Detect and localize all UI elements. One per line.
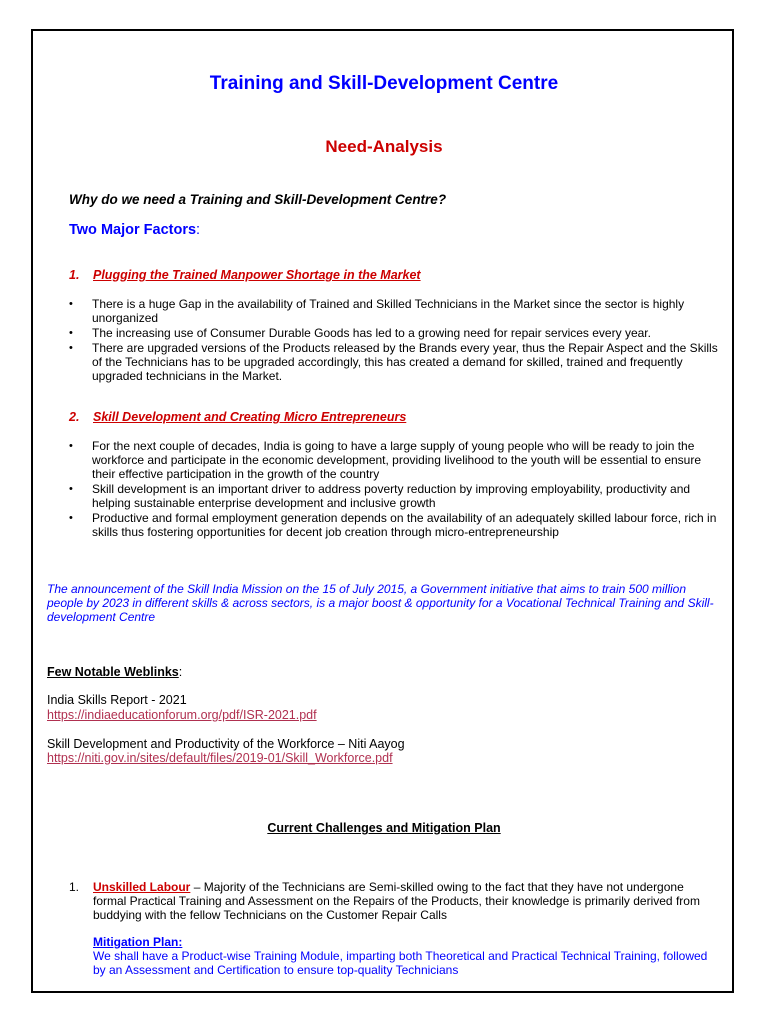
page-subtitle: Need-Analysis [325,137,443,156]
challenges-heading: Current Challenges and Mitigation Plan [267,821,501,835]
mitigation-text: We shall have a Product-wise Training Module, imparting both Theoretical and Practical Technical Training, followed by an Assessment and Certification to ensure top-quality Technicians [93,949,708,977]
list-item: • There is a huge Gap in the availability of Trained and Skilled Technicians in the Market since the sector is highly unorganized [67,297,727,325]
factors-colon: : [196,222,201,238]
challenge-text: – Majority of the Technicians are Semi-skilled owing to the fact that they have not undergone formal Practical Training and Assessment on the Repairs of the Products, their knowledge is primarily derived from buddying with the fellow Technicians on the Customer Repair Calls [93,880,700,922]
skill-india-announcement: The announcement of the Skill India Mission on the 15 of July 2015, a Government initiative that aims to train 500 million people by 2023 in different skills & across sectors, is a major boost & opportunity for a Vocational Technical Training and Skill-development Centre [47,582,714,624]
factor-2-bullet-list [67,439,727,540]
challenge-item [69,880,719,922]
challenge-number: 1. [69,880,80,894]
weblinks-heading [47,665,182,679]
weblink-label: India Skills Report - 2021 [47,693,187,707]
factor-number: 1. [69,268,80,282]
weblink-isr-2021[interactable]: https://indiaeducationforum.org/pdf/ISR-2021.pdf [47,708,317,722]
weblinks-heading-text: Few Notable Weblinks [47,665,179,679]
challenge-body [93,880,719,922]
page-title: Training and Skill-Development Centre [209,73,559,94]
list-item: • Skill development is an important driver to address poverty reduction by improving employability, productivity and helping sustainable enterprise development and inclusive growth [67,482,727,510]
mitigation-label: Mitigation Plan: [93,935,183,949]
factor-1-bullet-list [67,297,727,384]
factors-label: Two Major Factors [69,222,197,238]
weblink-niti-skill-workforce[interactable]: https://niti.gov.in/sites/default/files/2019-01/Skill_Workforce.pdf [47,751,393,765]
list-item: • There are upgraded versions of the Products released by the Brands every year, thus the Repair Aspect and the Skills of the Technicians has to be upgraded accordingly, this has created a demand for skilled, trained and frequently upgraded technicians in the Market. [67,341,727,383]
mitigation-plan [93,935,723,977]
weblink-label: Skill Development and Productivity of the Workforce – Niti Aayog [47,737,405,751]
factor-heading-1 [69,268,421,282]
factor-title: Plugging the Trained Manpower Shortage in the Market [93,268,421,282]
factor-heading-2 [69,410,406,424]
factors-heading [69,222,200,238]
weblinks-colon: : [178,665,183,679]
factor-number: 2. [69,410,80,424]
list-item: • Productive and formal employment generation depends on the availability of an adequately skilled labour force, rich in skills thus fostering opportunities for decent job creation through micro-entrepreneurship [67,511,727,539]
challenge-term: Unskilled Labour [93,880,191,894]
factor-title: Skill Development and Creating Micro Entrepreneurs [93,410,407,424]
intro-question: Why do we need a Training and Skill-Development Centre? [69,192,447,207]
list-item: • For the next couple of decades, India is going to have a large supply of young people who will be ready to join the workforce and participate in the economic development, providing livelihood to the youth will be essential to ensure their effective participation in the growth of the country [67,439,727,481]
list-item: • The increasing use of Consumer Durable Goods has led to a growing need for repair services every year. [67,326,727,340]
